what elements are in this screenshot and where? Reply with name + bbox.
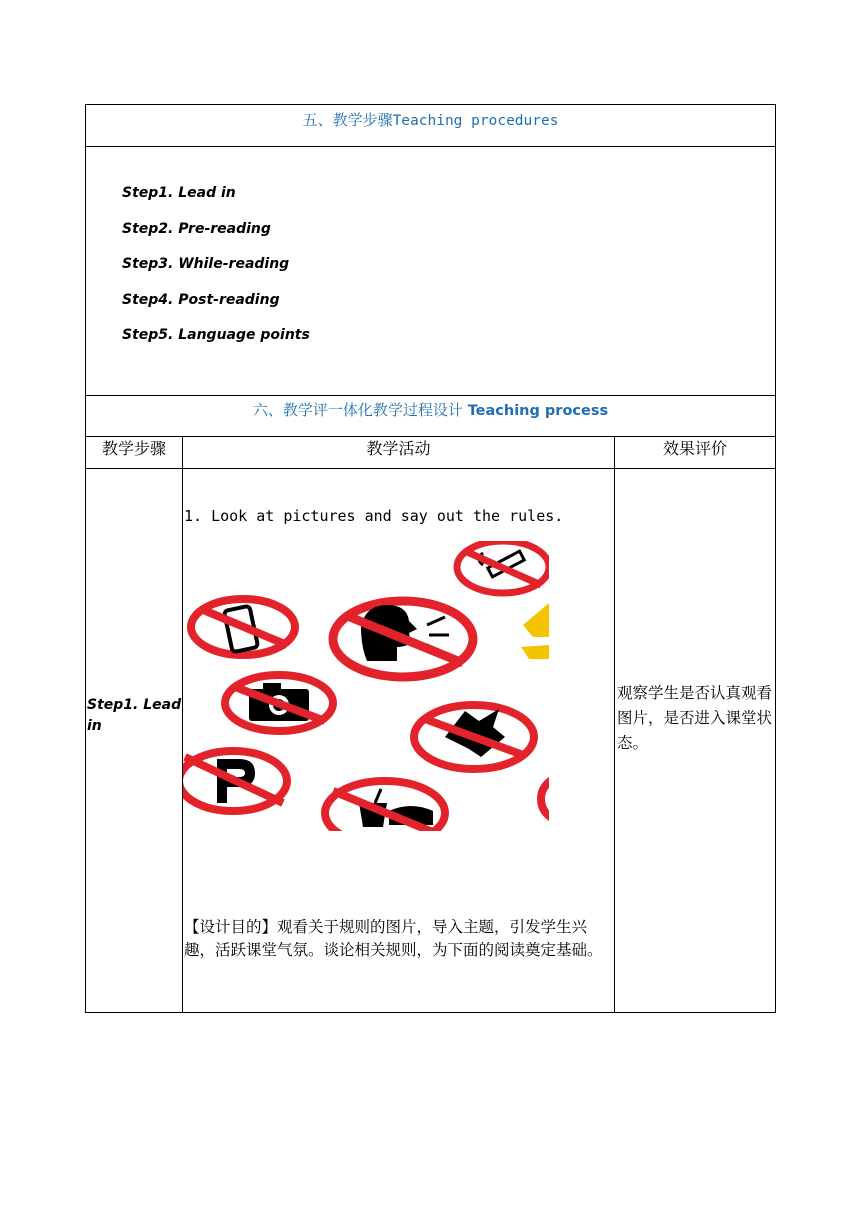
step-item: Step5. Language points <box>122 327 310 343</box>
step-item: Step4. Post-reading <box>122 291 280 308</box>
yellow-sign-partial <box>521 603 549 659</box>
step-label: Step1. Lead in <box>87 697 182 734</box>
section5-title <box>86 105 776 147</box>
header-step: 教学步骤 <box>86 437 183 469</box>
section6-title-cn: 六、教学评一体化教学过程设计 <box>252 401 463 419</box>
header-evaluation: 效果评价 <box>615 437 776 469</box>
activity-cell <box>183 469 615 1013</box>
evaluation-text: 观察学生是否认真观看图片，是否进入课堂状态。 <box>617 684 773 752</box>
teaching-plan-document <box>85 104 775 1013</box>
step-item: Step3. While-reading <box>122 256 290 272</box>
section6-title <box>86 396 776 437</box>
header-activity: 教学活动 <box>183 437 615 469</box>
steps-overview <box>86 147 776 396</box>
section5-title-en: Teaching procedures <box>392 113 559 129</box>
no-camera-icon <box>225 675 333 731</box>
step-cell <box>86 469 183 1013</box>
teaching-table <box>85 104 776 1013</box>
evaluation-cell <box>615 469 776 1013</box>
no-loud-talking-icon <box>333 601 473 677</box>
signs-collage <box>183 541 549 831</box>
no-phone-icon <box>191 599 295 655</box>
no-food-icon <box>325 781 445 831</box>
steps-list <box>86 147 775 361</box>
partial-sign-right <box>541 777 549 821</box>
no-parking-icon <box>183 751 287 811</box>
no-dogs-icon <box>414 705 534 769</box>
step-item: Step2. Pre-reading <box>122 220 271 237</box>
activity-instruction: 1. Look at pictures and say out the rules. <box>184 507 564 525</box>
section5-title-cn: 五、教学步骤 <box>302 111 393 129</box>
step-item: Step1. Lead in <box>122 185 236 201</box>
design-purpose: 【设计目的】观看关于规则的图片，导入主题，引发学生兴趣，活跃课堂气氛。谈论相关规则，为下面的阅读奠定基础。 <box>184 918 603 959</box>
rule-signs-image <box>183 541 549 831</box>
section6-title-en: Teaching process <box>467 403 609 419</box>
no-smoking-icon <box>457 541 549 593</box>
